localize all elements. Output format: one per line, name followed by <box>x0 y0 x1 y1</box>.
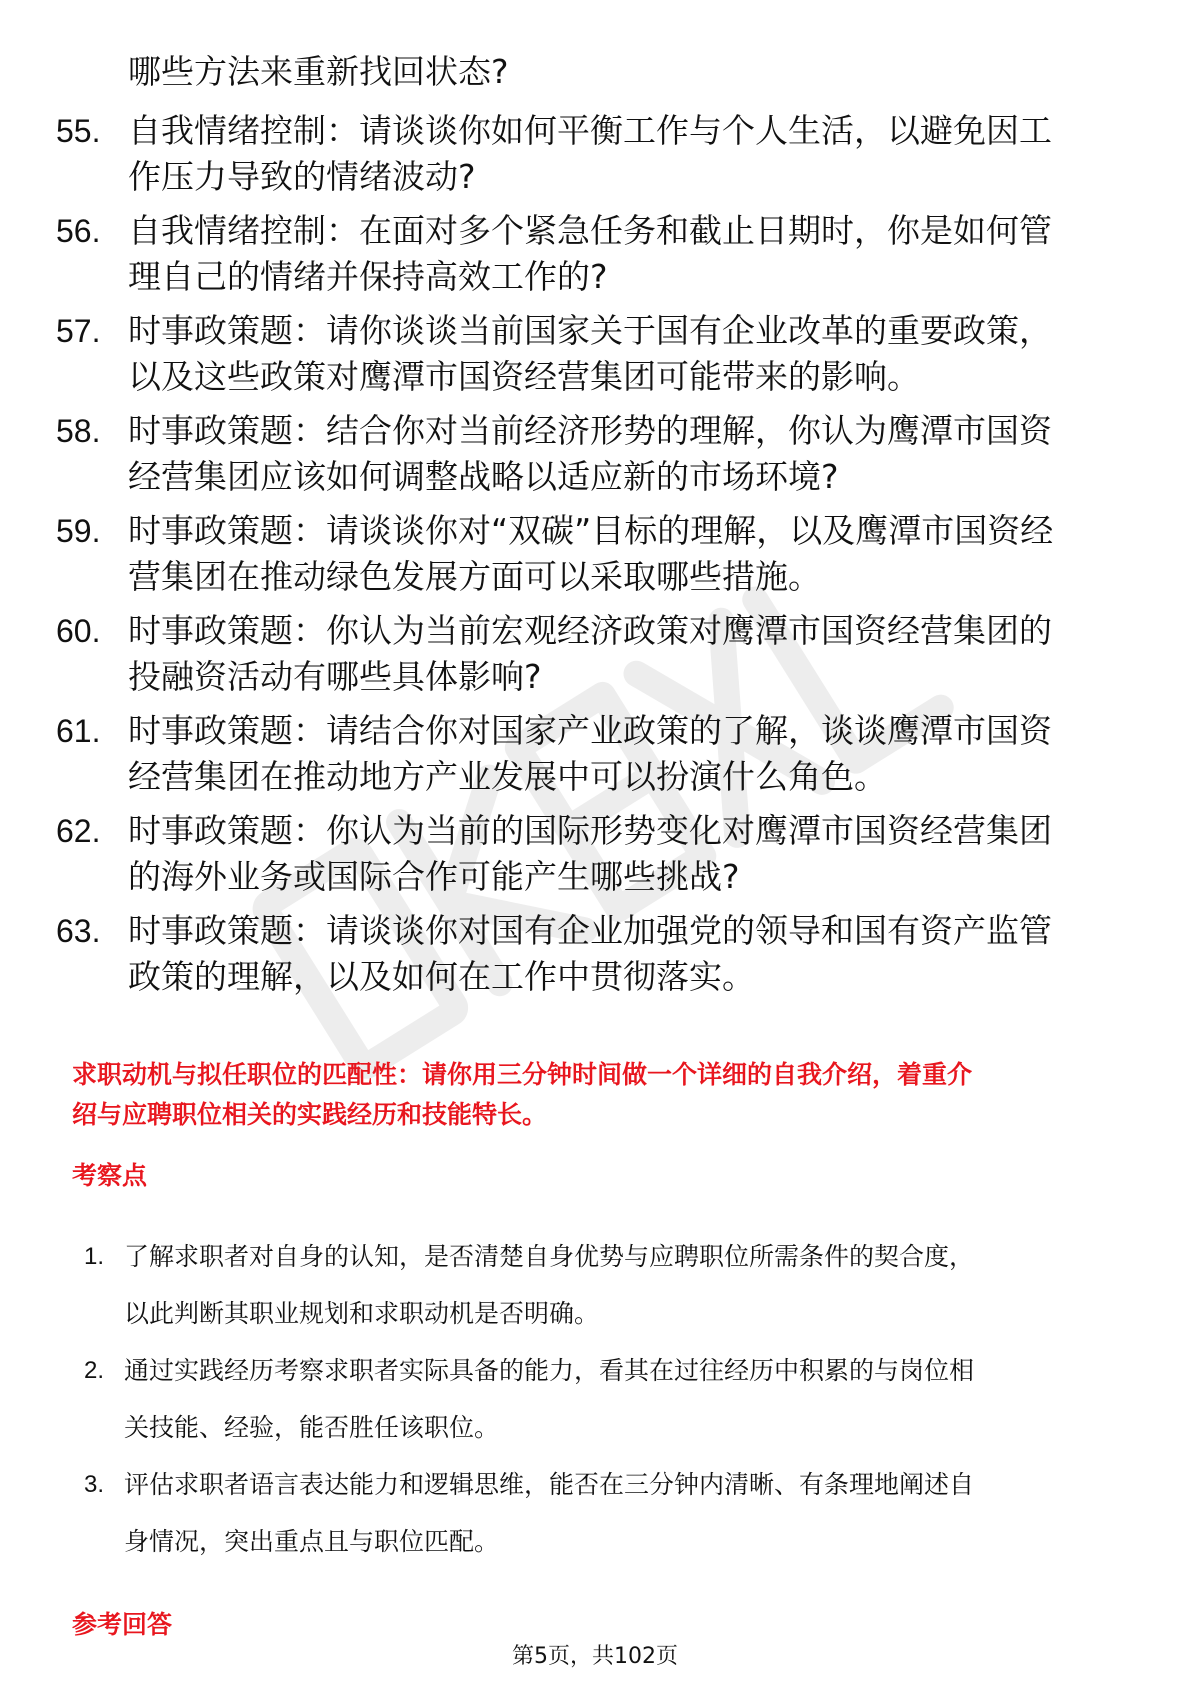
question-text-line: 经营集团在推动地方产业发展中可以扮演什么角色。 <box>128 757 887 796</box>
question-number: 56. <box>56 213 101 249</box>
question-item <box>56 308 1136 400</box>
question-item <box>56 608 1136 700</box>
question-text-line: 营集团在推动绿色发展方面可以采取哪些措施。 <box>128 557 821 596</box>
question-text-line: 以及这些政策对鹰潭市国资经营集团可能带来的影响。 <box>128 357 920 396</box>
question-text-line: 投融资活动有哪些具体影响? <box>128 657 542 696</box>
question-text-line: 自我情绪控制：在面对多个紧急任务和截止日期时，你是如何管 <box>128 211 1052 250</box>
question-number: 58. <box>56 413 101 449</box>
question-item <box>56 908 1136 1000</box>
point-text-line: 身情况，突出重点且与职位匹配。 <box>124 1527 500 1556</box>
point-number: 1. <box>84 1243 105 1270</box>
question-number: 55. <box>56 113 101 149</box>
question-number: 63. <box>56 913 101 949</box>
point-text-line: 关技能、经验，能否胜任该职位。 <box>124 1413 500 1442</box>
question-number: 59. <box>56 513 101 549</box>
kaocha-point <box>84 1228 1144 1342</box>
section-heading-line: 绍与应聘职位相关的实践经历和技能特长。 <box>72 1100 548 1129</box>
point-text-line: 了解求职者对自身的认知，是否清楚自身优势与应聘职位所需条件的契合度， <box>124 1242 975 1271</box>
kaocha-heading: 考察点 <box>72 1161 148 1190</box>
question-text-line: 时事政策题：你认为当前的国际形势变化对鹰潭市国资经营集团 <box>128 811 1052 850</box>
question-number: 60. <box>56 613 101 649</box>
point-text-line: 通过实践经历考察求职者实际具备的能力，看其在过往经历中积累的与岗位相 <box>124 1356 975 1385</box>
kaocha-points-list <box>84 1228 1144 1570</box>
section-heading-line: 求职动机与拟任职位的匹配性：请你用三分钟时间做一个详细的自我介绍，着重介 <box>72 1060 973 1089</box>
answer-heading: 参考回答 <box>72 1610 173 1639</box>
point-text-line: 评估求职者语言表达能力和逻辑思维，能否在三分钟内清晰、有条理地阐述自 <box>124 1470 975 1499</box>
question-item <box>56 808 1136 900</box>
question-continuation: 哪些方法来重新找回状态? <box>128 52 509 91</box>
question-list <box>56 108 1136 1008</box>
question-item <box>56 508 1136 600</box>
question-text-line: 经营集团应该如何调整战略以适应新的市场环境? <box>128 457 839 496</box>
question-text-line: 时事政策题：请你谈谈当前国家关于国有企业改革的重要政策， <box>128 311 1052 350</box>
kaocha-point <box>84 1342 1144 1456</box>
question-number: 62. <box>56 813 101 849</box>
question-item <box>56 208 1136 300</box>
question-text-line: 时事政策题：请谈谈你对“双碳”目标的理解，以及鹰潭市国资经 <box>128 511 1054 550</box>
question-item <box>56 408 1136 500</box>
section-heading <box>72 1055 1132 1135</box>
question-text-line: 时事政策题：结合你对当前经济形势的理解，你认为鹰潭市国资 <box>128 411 1052 450</box>
question-text-line: 自我情绪控制：请谈谈你如何平衡工作与个人生活，以避免因工 <box>128 111 1052 150</box>
question-text-line: 时事政策题：请结合你对国家产业政策的了解，谈谈鹰潭市国资 <box>128 711 1052 750</box>
point-number: 2. <box>84 1357 105 1384</box>
question-number: 57. <box>56 313 101 349</box>
page-footer: 第5页，共102页 <box>512 1644 678 1669</box>
point-text-line: 以此判断其职业规划和求职动机是否明确。 <box>124 1299 600 1328</box>
question-text-line: 时事政策题：你认为当前宏观经济政策对鹰潭市国资经营集团的 <box>128 611 1052 650</box>
question-text-line: 的海外业务或国际合作可能产生哪些挑战? <box>128 857 740 896</box>
question-item <box>56 108 1136 200</box>
kaocha-point <box>84 1456 1144 1570</box>
question-item <box>56 708 1136 800</box>
question-text-line: 时事政策题：请谈谈你对国有企业加强党的领导和国有资产监管 <box>128 911 1052 950</box>
point-number: 3. <box>84 1471 105 1498</box>
question-text-line: 政策的理解，以及如何在工作中贯彻落实。 <box>128 957 755 996</box>
question-number: 61. <box>56 713 101 749</box>
question-text-line: 作压力导致的情绪波动? <box>128 157 476 196</box>
question-text-line: 理自己的情绪并保持高效工作的? <box>128 257 608 296</box>
